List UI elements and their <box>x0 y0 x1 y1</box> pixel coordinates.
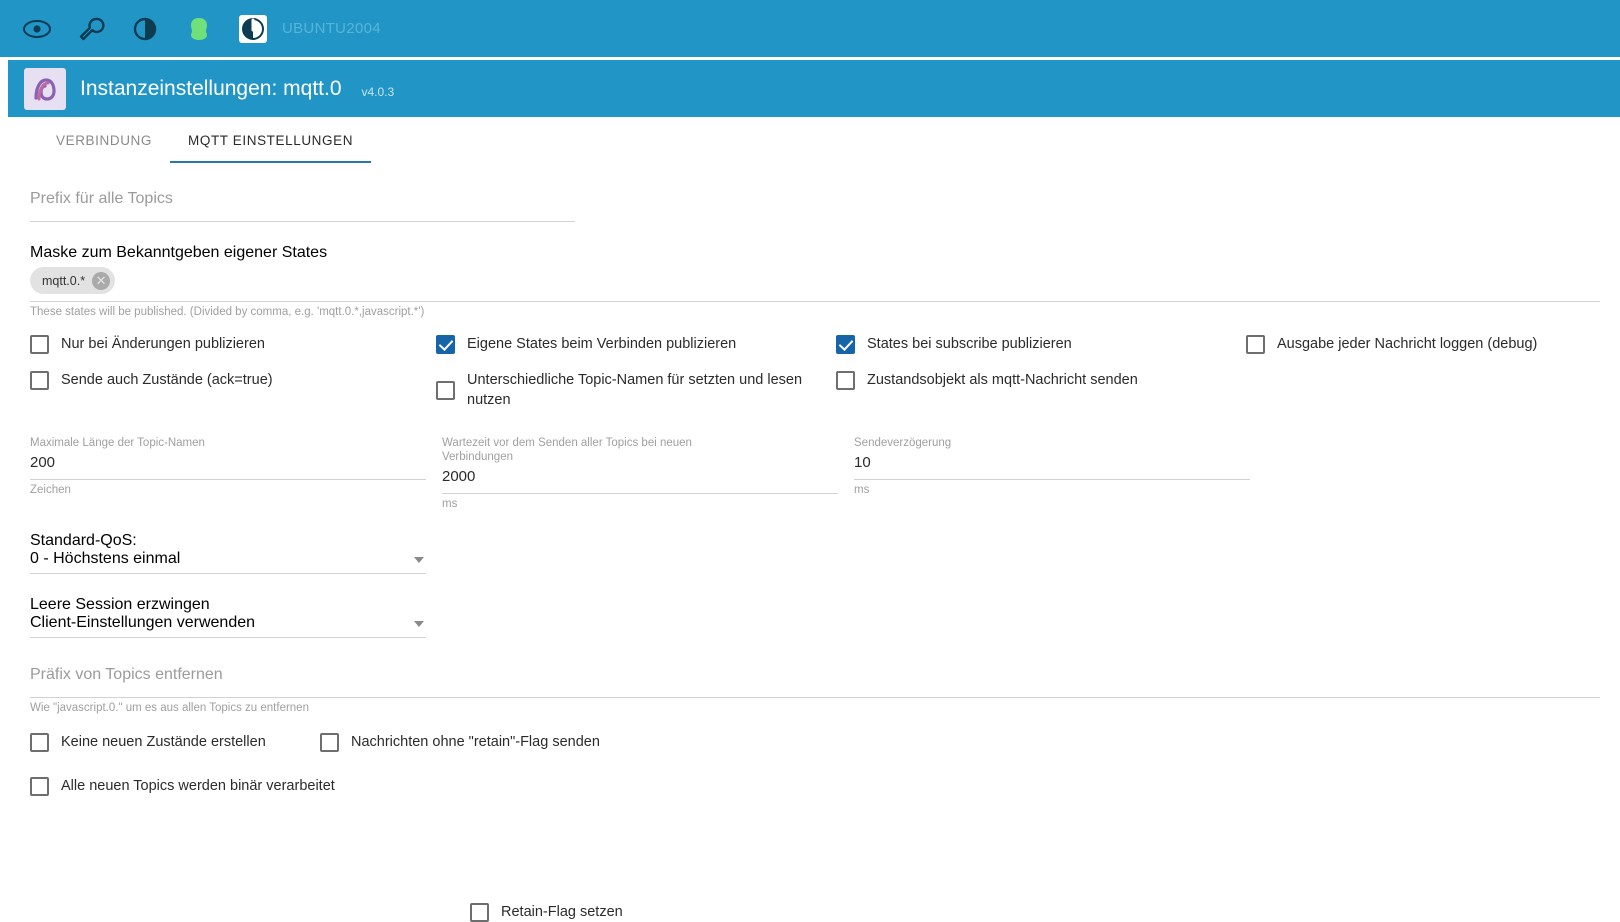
checkbox-send-state-object[interactable] <box>836 370 1246 410</box>
field-unit: Zeichen <box>30 484 71 496</box>
checkbox-box[interactable] <box>1246 335 1265 354</box>
checkbox-different-topic-names[interactable] <box>436 370 836 410</box>
mask-field <box>30 244 1600 318</box>
instance-header <box>8 60 1620 117</box>
checkbox-label: Eigene States beim Verbinden publizieren <box>467 336 737 352</box>
eye-icon[interactable] <box>22 14 52 44</box>
field-value[interactable]: 2000 <box>442 468 476 485</box>
checkbox-label: Retain-Flag setzen <box>501 904 623 920</box>
top-bar <box>0 0 1620 57</box>
checkbox-publish-on-change[interactable] <box>30 334 436 354</box>
checkbox-label: Nachrichten ohne "retain"-Flag senden <box>351 734 600 750</box>
checkbox-label: Unterschiedliche Topic-Namen für setzten und lesen nutzen <box>467 372 803 408</box>
checkbox-log-every-message[interactable] <box>1246 334 1586 354</box>
checkbox-box[interactable] <box>320 733 339 752</box>
checkbox-row-4 <box>30 776 1600 796</box>
checkbox-send-without-retain[interactable] <box>320 732 600 752</box>
tab-mqtt-einstellungen[interactable]: MQTT EINSTELLUNGEN <box>170 120 371 163</box>
field-remove-prefix[interactable] <box>30 664 1600 714</box>
contrast-icon[interactable] <box>130 14 160 44</box>
page-title: Instanzeinstellungen: mqtt.0 <box>80 76 342 100</box>
select-wrapper[interactable] <box>30 532 426 574</box>
checkbox-label: States bei subscribe publizieren <box>867 336 1072 352</box>
chevron-down-icon[interactable] <box>414 621 424 627</box>
checkbox-binary-topics[interactable] <box>30 776 335 796</box>
field-label: Maximale Länge der Topic-Namen <box>30 437 205 449</box>
window-title: UBUNTU2004 <box>282 20 381 37</box>
chevron-down-icon[interactable] <box>414 557 424 563</box>
mask-chip[interactable] <box>30 267 115 294</box>
checkbox-label: Nur bei Änderungen publizieren <box>61 336 265 352</box>
input-wrapper[interactable] <box>442 436 838 494</box>
checkbox-send-ack-states[interactable] <box>30 370 436 410</box>
input-wrapper[interactable] <box>30 664 1600 698</box>
checkbox-box[interactable] <box>436 381 455 400</box>
brain-icon[interactable] <box>184 14 214 44</box>
tab-bar <box>8 121 1620 164</box>
input-wrapper[interactable] <box>30 436 426 480</box>
select-value[interactable]: Client-Einstellungen verwenden <box>30 614 256 631</box>
adapter-version: v4.0.3 <box>361 84 395 99</box>
field-unit: ms <box>442 498 458 510</box>
checkbox-publish-states-on-subscribe[interactable] <box>836 334 1246 354</box>
checkbox-box[interactable] <box>836 371 855 390</box>
field-value[interactable]: 200 <box>30 454 56 471</box>
adapter-logo-icon <box>24 68 66 110</box>
power-icon[interactable] <box>238 14 268 44</box>
checkbox-publish-own-states-on-connect[interactable] <box>436 334 836 354</box>
checkbox-set-retain-flag[interactable] <box>470 902 623 922</box>
wrench-icon[interactable] <box>76 14 106 44</box>
checkbox-label: Keine neuen Zustände erstellen <box>61 734 266 750</box>
settings-form <box>8 170 1620 920</box>
field-send-delay[interactable] <box>854 436 1250 510</box>
prefix-placeholder: Prefix für alle Topics <box>30 190 173 207</box>
checkbox-row-2 <box>30 370 1600 410</box>
checkbox-box[interactable] <box>470 903 489 922</box>
checkbox-label: Zustandsobjekt als mqtt-Nachricht senden <box>867 372 1138 388</box>
checkbox-label: Ausgabe jeder Nachricht loggen (debug) <box>1277 336 1538 352</box>
checkbox-box[interactable] <box>436 335 455 354</box>
field-unit: ms <box>854 484 870 496</box>
input-wrapper[interactable] <box>854 436 1250 480</box>
tab-verbindung[interactable]: VERBINDUNG <box>56 133 153 148</box>
checkbox-row-1 <box>30 334 1600 354</box>
checkbox-box[interactable] <box>30 733 49 752</box>
field-value[interactable]: 10 <box>854 454 871 471</box>
field-max-topic-length[interactable] <box>30 436 426 510</box>
field-label: Standard-QoS: <box>30 532 137 549</box>
field-label: Sendeverzögerung <box>854 437 952 449</box>
checkbox-row-3 <box>30 732 1600 752</box>
mask-label: Maske zum Bekanntgeben eigener States <box>30 244 328 261</box>
field-default-qos[interactable] <box>30 532 426 574</box>
checkbox-box[interactable] <box>30 335 49 354</box>
mask-helper-text: These states will be published. (Divided by comma, e.g. 'mqtt.0.*,javascript.*') <box>30 306 425 318</box>
checkbox-label: Sende auch Zustände (ack=true) <box>61 372 273 388</box>
remove-prefix-placeholder: Präfix von Topics entfernen <box>30 666 223 683</box>
close-icon[interactable]: ✕ <box>92 272 110 290</box>
field-label: Leere Session erzwingen <box>30 596 210 613</box>
select-wrapper[interactable] <box>30 596 426 638</box>
remove-prefix-helper: Wie "javascript.0." um es aus allen Topics zu entfernen <box>30 702 309 714</box>
field-wait-before-send[interactable] <box>442 436 838 510</box>
numeric-row <box>30 436 1600 510</box>
checkbox-box[interactable] <box>836 335 855 354</box>
prefix-field[interactable] <box>30 188 575 222</box>
checkbox-no-new-states[interactable] <box>30 732 320 752</box>
checkbox-label: Alle neuen Topics werden binär verarbeitet <box>61 778 335 794</box>
checkbox-box[interactable] <box>30 777 49 796</box>
mask-chip-label: mqtt.0.* <box>42 273 86 288</box>
field-label: Wartezeit vor dem Senden aller Topics bei neuen Verbindungen <box>442 437 692 463</box>
field-force-clean-session[interactable] <box>30 596 426 638</box>
checkbox-box[interactable] <box>30 371 49 390</box>
select-value[interactable]: 0 - Höchstens einmal <box>30 550 181 567</box>
